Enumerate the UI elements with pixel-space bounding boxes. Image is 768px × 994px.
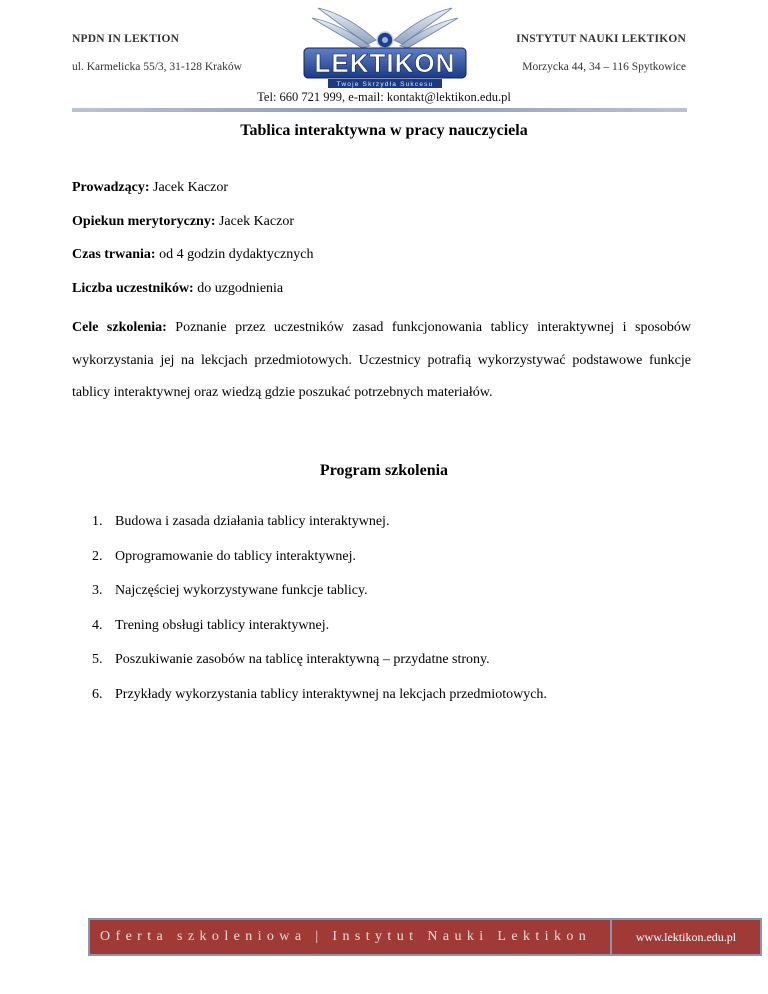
item-text: Przykłady wykorzystania tablicy interaktywnej na lekcjach przedmiotowych. xyxy=(115,686,547,702)
field-label: Prowadzący: xyxy=(72,180,150,195)
item-text: Oprogramowanie do tablicy interaktywnej. xyxy=(115,548,357,564)
list-item xyxy=(92,652,547,687)
header-divider xyxy=(72,108,687,112)
field-label: Czas trwania: xyxy=(72,247,156,262)
list-item xyxy=(92,687,547,722)
header-contact: Tel: 660 721 999, e-mail: kontakt@lektikon.edu.pl xyxy=(257,90,511,104)
footer-url[interactable]: www.lektikon.edu.pl xyxy=(610,918,762,956)
item-number: 6. xyxy=(92,686,103,702)
field-value: Jacek Kaczor xyxy=(218,214,294,229)
item-number: 1. xyxy=(92,514,103,529)
field-participants xyxy=(72,281,283,297)
item-text: Budowa i zasada działania tablicy interaktywnej. xyxy=(115,514,390,529)
logo-wordmark: LEKTIKON xyxy=(314,48,456,78)
field-label: Opiekun merytoryczny: xyxy=(72,214,216,229)
list-item xyxy=(92,583,547,618)
wings-icon xyxy=(312,8,458,48)
goals-text: Poznanie przez uczestników zasad funkcjonowania tablicy interaktywnej i sposobów wykorzystania jej na lekcjach przedmiotowych. Uczestnicy potrafią wykorzystywać podstawowe funkcje tablicy interaktywnej oraz wiedzą gdzie poszukać potrzebnych materiałów. xyxy=(72,320,691,400)
footer-text: Oferta szkoleniowa | Instytut Nauki Lektikon xyxy=(100,929,592,944)
item-number: 3. xyxy=(92,583,103,598)
list-item xyxy=(92,514,547,549)
program-list xyxy=(92,514,547,721)
program-title: Program szkolenia xyxy=(319,462,449,479)
item-text: Trening obsługi tablicy interaktywnej. xyxy=(115,617,330,633)
list-item xyxy=(92,549,547,584)
logo-tagline: Twoje Skrzydła Sukcesu xyxy=(336,81,434,88)
header-left-address: ul. Karmelicka 55/3, 31-128 Kraków xyxy=(72,61,242,73)
field-instructor xyxy=(72,180,228,196)
header-left-name: NPDN IN LEKTION xyxy=(72,33,180,45)
field-value: do uzgodnienia xyxy=(197,281,284,296)
field-value: od 4 godzin dydaktycznych xyxy=(159,247,314,262)
goals-label: Cele szkolenia: xyxy=(72,320,167,335)
field-value: Jacek Kaczor xyxy=(153,180,229,195)
item-number: 2. xyxy=(92,548,103,564)
goals-paragraph xyxy=(72,312,691,410)
header-right-address: Morzycka 44, 34 – 116 Spytkowice xyxy=(522,61,686,73)
field-label: Liczba uczestników: xyxy=(72,281,194,296)
item-text: Poszukiwanie zasobów na tablicę interaktywną – przydatne strony. xyxy=(115,652,490,667)
item-number: 4. xyxy=(92,617,103,633)
list-item xyxy=(92,618,547,653)
item-number: 5. xyxy=(92,652,103,667)
lektikon-logo xyxy=(298,6,472,90)
field-supervisor xyxy=(72,214,294,230)
field-duration xyxy=(72,247,313,263)
header-right-name: INSTYTUT NAUKI LEKTIKON xyxy=(516,33,686,45)
item-text: Najczęściej wykorzystywane funkcje tablicy. xyxy=(115,583,368,598)
document-title: Tablica interaktywna w pracy nauczyciela xyxy=(240,122,528,139)
